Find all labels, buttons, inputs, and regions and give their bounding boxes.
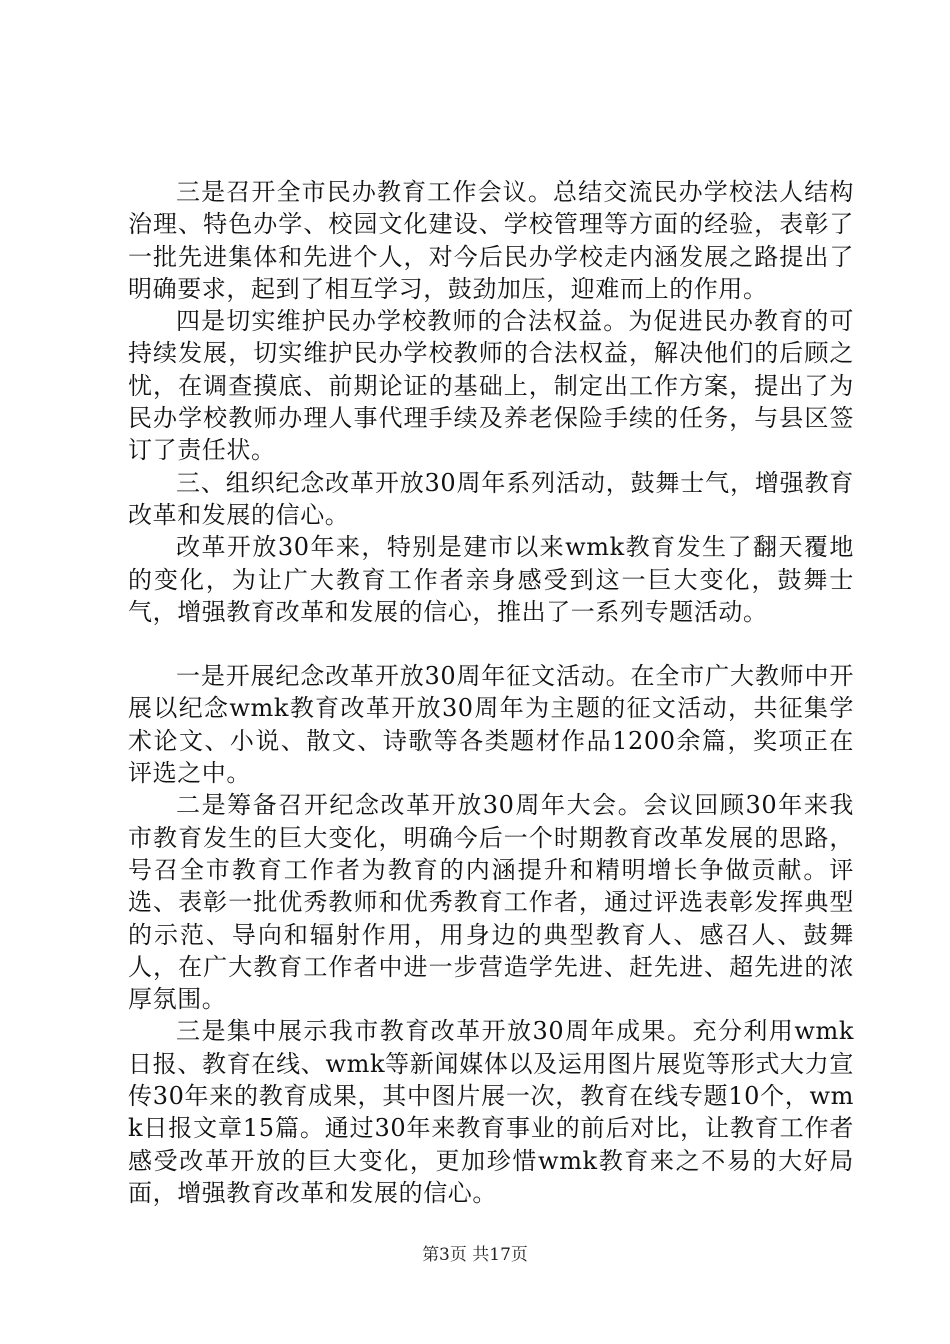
paragraph-essay-contest: 一是开展纪念改革开放30周年征文活动。在全市广大教师中开展以纪念wmk教育改革开放30周年为主题的征文活动，共征集学术论文、小说、散文、诗歌等各类题材作品1200余篇，奖项正在评选之中。: [128, 662, 854, 788]
paragraph-private-education-meeting: 三是召开全市民办教育工作会议。总结交流民办学校法人结构治理、特色办学、校园文化建设、学校管理等方面的经验，表彰了一批先进集体和先进个人，对今后民办学校走内涵发展之路提出了明确要求，起到了相互学习，鼓劲加压，迎难而上的作用。: [128, 178, 854, 303]
paragraph-reform-overview: 改革开放30年来，特别是建市以来wmk教育发生了翻天覆地的变化，为让广大教育工作者亲身感受到这一巨大变化，鼓舞士气，增强教育改革和发展的信心，推出了一系列专题活动。: [128, 533, 854, 626]
page-number-footer: 第3页 共17页: [422, 1245, 528, 1265]
paragraph-achievement-exhibition: 三是集中展示我市教育改革开放30周年成果。充分利用wmk日报、教育在线、wmk等新闻媒体以及运用图片展览等形式大力宣传30年来的教育成果，其中图片展一次，教育在线专题10个，wmk日报文章15篇。通过30年来教育事业的前后对比，让教育工作者感受改革开放的巨大变化，更加珍惜wmk教育来之不易的大好局面，增强教育改革和发展的信心。: [128, 1017, 854, 1207]
section-heading-anniversary-activities: 三、组织纪念改革开放30周年系列活动，鼓舞士气，增强教育改革和发展的信心。: [128, 468, 854, 529]
document-body: [128, 176, 854, 1209]
paragraph-gap: [128, 628, 854, 660]
paragraph-anniversary-conference: 二是筹备召开纪念改革开放30周年大会。会议回顾30年来我市教育发生的巨大变化，明确今后一个时期教育改革发展的思路，号召全市教育工作者为教育的内涵提升和精明增长争做贡献。评选、表彰一批优秀教师和优秀教育工作者，通过评选表彰发挥典型的示范、导向和辐射作用，用身边的典型教育人、感召人、鼓舞人，在广大教育工作者中进一步营造学先进、赶先进、超先进的浓厚氛围。: [128, 791, 854, 1014]
paragraph-teacher-rights: 四是切实维护民办学校教师的合法权益。为促进民办教育的可持续发展，切实维护民办学校教师的合法权益，解决他们的后顾之忧，在调查摸底、前期论证的基础上，制定出工作方案，提出了为民办学校教师办理人事代理手续及养老保险手续的任务，与县区签订了责任状。: [128, 307, 854, 465]
